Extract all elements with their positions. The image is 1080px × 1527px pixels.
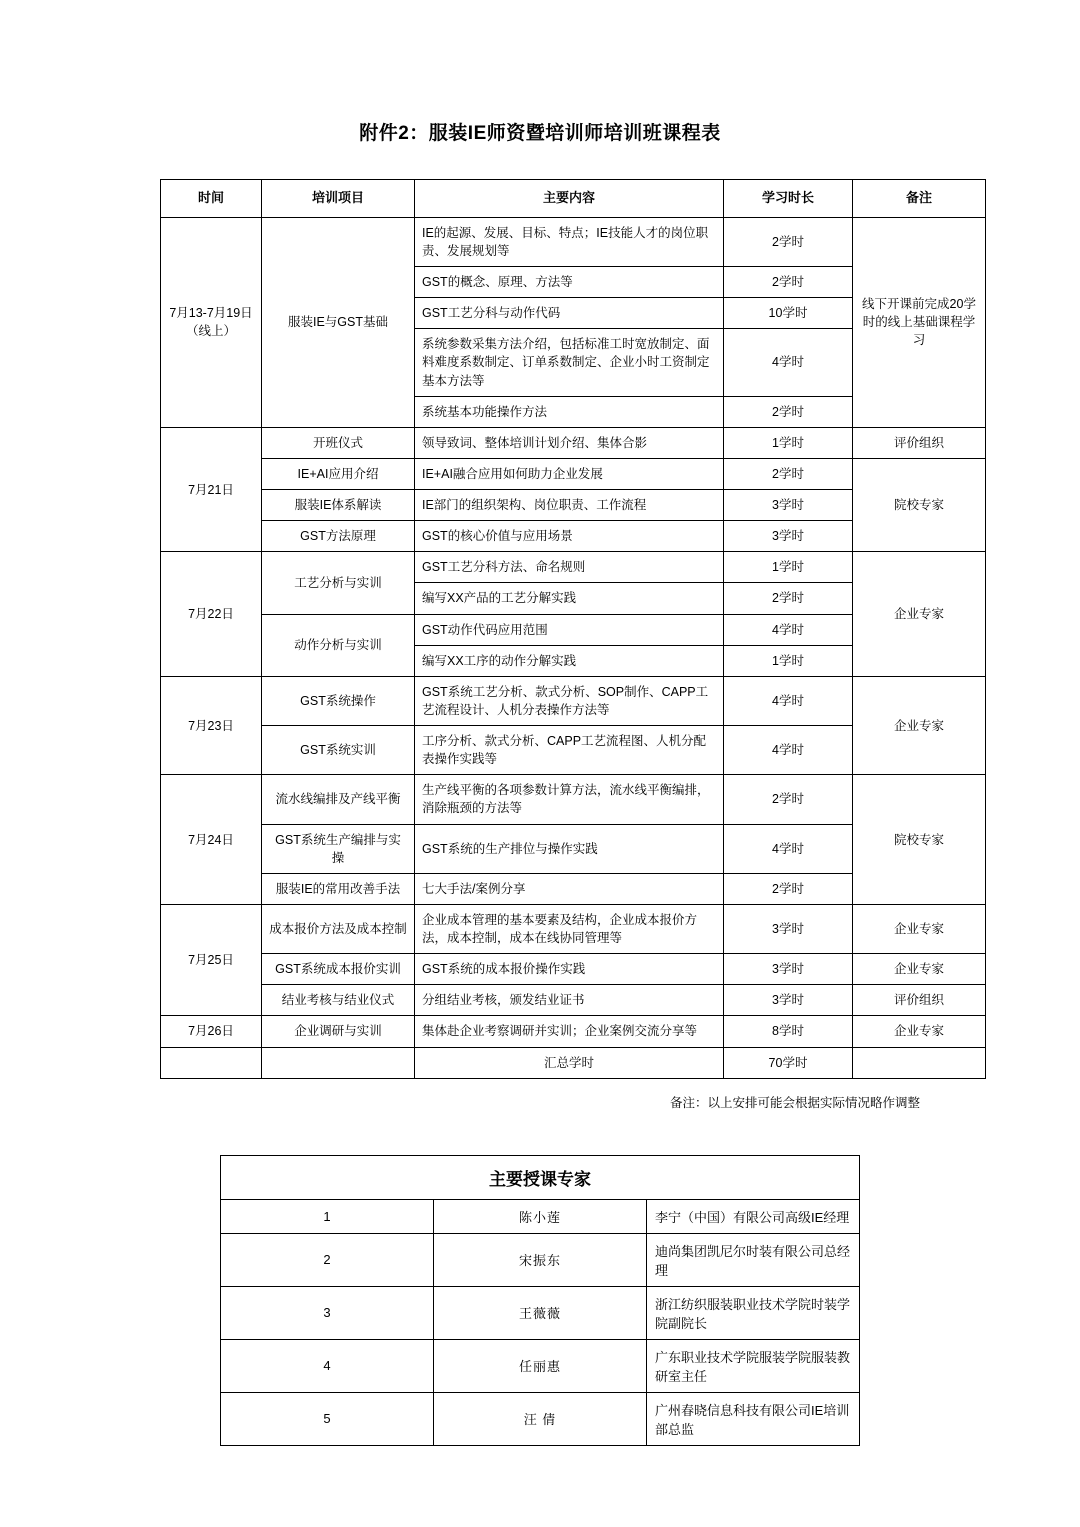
cell-hours: 2学时 bbox=[724, 458, 853, 489]
cell-hours: 4学时 bbox=[724, 614, 853, 645]
table-row bbox=[161, 217, 986, 266]
expert-row bbox=[221, 1339, 860, 1392]
cell-project: GST系统生产编排与实操 bbox=[262, 824, 415, 873]
cell-hours: 3学时 bbox=[724, 954, 853, 985]
expert-index: 4 bbox=[221, 1339, 434, 1392]
cell-content: 汇总学时 bbox=[415, 1047, 724, 1078]
cell-time bbox=[161, 1047, 262, 1078]
cell-remark: 线下开课前完成20学时的线上基础课程学习 bbox=[853, 217, 986, 427]
cell-content: IE的起源、发展、目标、特点；IE技能人才的岗位职责、发展规划等 bbox=[415, 217, 724, 266]
header-time: 时间 bbox=[161, 180, 262, 218]
cell-content: 企业成本管理的基本要素及结构，企业成本报价方法，成本控制，成本在线协同管理等 bbox=[415, 904, 724, 953]
header-hours: 学习时长 bbox=[724, 180, 853, 218]
header-project: 培训项目 bbox=[262, 180, 415, 218]
cell-remark: 院校专家 bbox=[853, 458, 986, 551]
cell-content: 工序分析、款式分析、CAPP工艺流程图、人机分配表操作实践等 bbox=[415, 726, 724, 775]
course-schedule-table bbox=[160, 179, 986, 1079]
cell-time: 7月26日 bbox=[161, 1016, 262, 1047]
expert-name: 任丽惠 bbox=[434, 1339, 647, 1392]
schedule-body bbox=[161, 217, 986, 1078]
expert-affiliation: 浙江纺织服装职业技术学院时装学院副院长 bbox=[647, 1286, 860, 1339]
schedule-footnote: 备注：以上安排可能会根据实际情况略作调整 bbox=[669, 1095, 920, 1110]
cell-remark: 评价组织 bbox=[853, 427, 986, 458]
cell-hours: 4学时 bbox=[724, 726, 853, 775]
table-row bbox=[161, 954, 986, 985]
table-row bbox=[161, 427, 986, 458]
cell-content: 系统基本功能操作方法 bbox=[415, 396, 724, 427]
table-row bbox=[161, 904, 986, 953]
cell-project bbox=[262, 1047, 415, 1078]
cell-content: GST系统的生产排位与操作实践 bbox=[415, 824, 724, 873]
table-row bbox=[161, 552, 986, 583]
cell-hours: 10学时 bbox=[724, 298, 853, 329]
cell-time: 7月25日 bbox=[161, 904, 262, 1016]
cell-hours: 2学时 bbox=[724, 267, 853, 298]
page-title: 附件2：服装IE师资暨培训师培训班课程表 bbox=[359, 123, 721, 144]
expert-name: 王薇薇 bbox=[434, 1286, 647, 1339]
cell-content: 生产线平衡的各项参数计算方法，流水线平衡编排，消除瓶颈的方法等 bbox=[415, 775, 724, 824]
cell-project: GST系统成本报价实训 bbox=[262, 954, 415, 985]
expert-affiliation: 广州春晓信息科技有限公司IE培训部总监 bbox=[647, 1392, 860, 1445]
expert-name: 汪 倩 bbox=[434, 1392, 647, 1445]
cell-hours: 2学时 bbox=[724, 583, 853, 614]
cell-hours: 3学时 bbox=[724, 985, 853, 1016]
cell-remark: 评价组织 bbox=[853, 985, 986, 1016]
experts-body bbox=[221, 1199, 860, 1445]
table-row bbox=[161, 1016, 986, 1047]
cell-project: 服装IE体系解读 bbox=[262, 490, 415, 521]
cell-content: 编写XX工序的动作分解实践 bbox=[415, 645, 724, 676]
cell-remark: 企业专家 bbox=[853, 1016, 986, 1047]
expert-affiliation: 迪尚集团凯尼尔时装有限公司总经理 bbox=[647, 1233, 860, 1286]
cell-content: 七大手法/案例分享 bbox=[415, 873, 724, 904]
cell-content: GST工艺分科方法、命名规则 bbox=[415, 552, 724, 583]
expert-name: 陈小莲 bbox=[434, 1199, 647, 1233]
table-row bbox=[161, 985, 986, 1016]
cell-hours: 3学时 bbox=[724, 490, 853, 521]
table-row bbox=[161, 458, 986, 489]
cell-project: 成本报价方法及成本控制 bbox=[262, 904, 415, 953]
table-row bbox=[161, 676, 986, 725]
table-row bbox=[161, 1047, 986, 1078]
cell-time: 7月23日 bbox=[161, 676, 262, 775]
cell-hours: 2学时 bbox=[724, 873, 853, 904]
cell-hours: 2学时 bbox=[724, 217, 853, 266]
expert-index: 3 bbox=[221, 1286, 434, 1339]
cell-hours: 4学时 bbox=[724, 676, 853, 725]
table-row bbox=[161, 775, 986, 824]
cell-content: IE部门的组织架构、岗位职责、工作流程 bbox=[415, 490, 724, 521]
cell-content: GST系统的成本报价操作实践 bbox=[415, 954, 724, 985]
cell-project: 流水线编排及产线平衡 bbox=[262, 775, 415, 824]
cell-content: GST工艺分科与动作代码 bbox=[415, 298, 724, 329]
cell-content: GST动作代码应用范围 bbox=[415, 614, 724, 645]
expert-row bbox=[221, 1392, 860, 1445]
experts-title: 主要授课专家 bbox=[221, 1155, 860, 1199]
header-content: 主要内容 bbox=[415, 180, 724, 218]
expert-affiliation: 李宁（中国）有限公司高级IE经理 bbox=[647, 1199, 860, 1233]
header-remark: 备注 bbox=[853, 180, 986, 218]
cell-hours: 3学时 bbox=[724, 904, 853, 953]
cell-project: 工艺分析与实训 bbox=[262, 552, 415, 614]
cell-content: 集体赴企业考察调研并实训；企业案例交流分享等 bbox=[415, 1016, 724, 1047]
expert-row bbox=[221, 1286, 860, 1339]
cell-project: 动作分析与实训 bbox=[262, 614, 415, 676]
cell-content: GST系统工艺分析、款式分析、SOP制作、CAPP工艺流程设计、人机分表操作方法等 bbox=[415, 676, 724, 725]
cell-remark bbox=[853, 1047, 986, 1078]
expert-row bbox=[221, 1233, 860, 1286]
cell-project: IE+AI应用介绍 bbox=[262, 458, 415, 489]
expert-index: 1 bbox=[221, 1199, 434, 1233]
cell-project: 开班仪式 bbox=[262, 427, 415, 458]
cell-project: GST系统操作 bbox=[262, 676, 415, 725]
cell-time: 7月21日 bbox=[161, 427, 262, 552]
cell-project: 结业考核与结业仪式 bbox=[262, 985, 415, 1016]
cell-hours: 1学时 bbox=[724, 645, 853, 676]
expert-name: 宋振东 bbox=[434, 1233, 647, 1286]
cell-remark: 企业专家 bbox=[853, 552, 986, 677]
cell-project: 服装IE与GST基础 bbox=[262, 217, 415, 427]
expert-index: 5 bbox=[221, 1392, 434, 1445]
expert-affiliation: 广东职业技术学院服装学院服装教研室主任 bbox=[647, 1339, 860, 1392]
cell-content: GST的核心价值与应用场景 bbox=[415, 521, 724, 552]
cell-hours: 1学时 bbox=[724, 552, 853, 583]
expert-row bbox=[221, 1199, 860, 1233]
cell-time: 7月22日 bbox=[161, 552, 262, 677]
cell-content: 领导致词、整体培训计划介绍、集体合影 bbox=[415, 427, 724, 458]
cell-project: GST系统实训 bbox=[262, 726, 415, 775]
cell-content: 系统参数采集方法介绍，包括标准工时宽放制定、面料难度系数制定、订单系数制定、企业小时工资制定基本方法等 bbox=[415, 329, 724, 396]
cell-remark: 企业专家 bbox=[853, 904, 986, 953]
cell-hours: 8学时 bbox=[724, 1016, 853, 1047]
cell-hours: 2学时 bbox=[724, 775, 853, 824]
cell-hours: 3学时 bbox=[724, 521, 853, 552]
cell-content: IE+AI融合应用如何助力企业发展 bbox=[415, 458, 724, 489]
expert-index: 2 bbox=[221, 1233, 434, 1286]
cell-content: GST的概念、原理、方法等 bbox=[415, 267, 724, 298]
cell-hours: 70学时 bbox=[724, 1047, 853, 1078]
cell-content: 编写XX产品的工艺分解实践 bbox=[415, 583, 724, 614]
cell-remark: 企业专家 bbox=[853, 676, 986, 775]
experts-table bbox=[220, 1155, 860, 1446]
schedule-header-row bbox=[161, 180, 986, 218]
cell-hours: 4学时 bbox=[724, 329, 853, 396]
cell-time: 7月13-7月19日（线上） bbox=[161, 217, 262, 427]
cell-remark: 企业专家 bbox=[853, 954, 986, 985]
cell-project: GST方法原理 bbox=[262, 521, 415, 552]
cell-project: 企业调研与实训 bbox=[262, 1016, 415, 1047]
cell-hours: 4学时 bbox=[724, 824, 853, 873]
cell-hours: 2学时 bbox=[724, 396, 853, 427]
cell-time: 7月24日 bbox=[161, 775, 262, 905]
cell-remark: 院校专家 bbox=[853, 775, 986, 905]
cell-content: 分组结业考核，颁发结业证书 bbox=[415, 985, 724, 1016]
cell-hours: 1学时 bbox=[724, 427, 853, 458]
cell-project: 服装IE的常用改善手法 bbox=[262, 873, 415, 904]
